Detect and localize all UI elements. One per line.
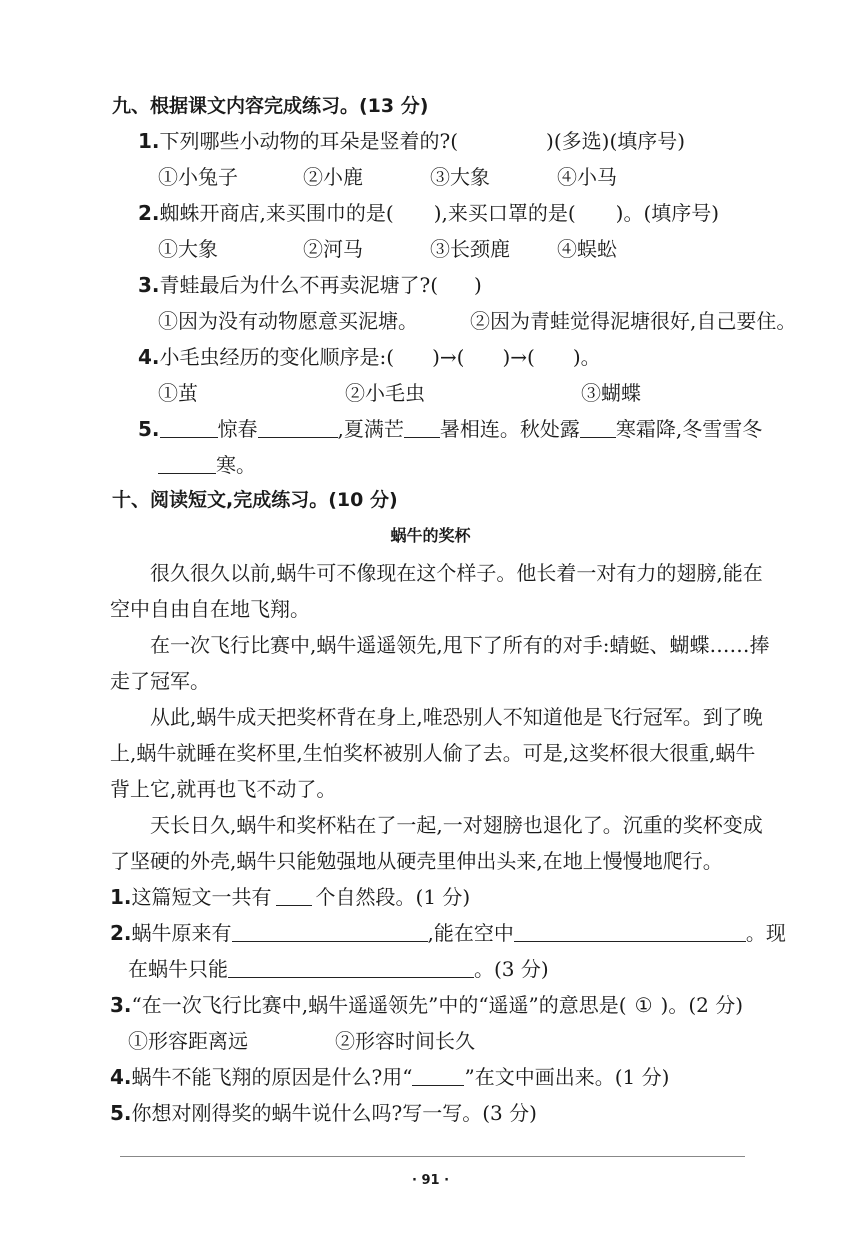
- q-number: 2.: [110, 921, 132, 945]
- q-text: ”在文中画出来。(1 分): [464, 1065, 670, 1089]
- passage-line: 在一次飞行比赛中,蜗牛遥遥领先,甩下了所有的对手:蜻蜓、蝴蝶……捧: [150, 633, 770, 657]
- q-text: )。(2 分): [660, 993, 744, 1017]
- q-text: 你想对刚得奖的蜗牛说什么吗?写一写。(3 分): [131, 1101, 537, 1125]
- option: ②因为青蛙觉得泥塘很好,自己要住。: [470, 309, 797, 333]
- question-9-1: [138, 128, 685, 154]
- question-10-5: [110, 1100, 537, 1126]
- q-text: 蜗牛原来有: [131, 921, 232, 945]
- fill-blank[interactable]: [232, 921, 428, 942]
- q-text: ,夏满芒: [337, 417, 404, 441]
- q-text: 在蜗牛只能: [128, 957, 228, 981]
- q-text: 蜗牛不能飞翔的原因是什么?用“: [131, 1065, 413, 1089]
- option: ②形容时间长久: [335, 1029, 475, 1053]
- q-text: 惊春: [217, 417, 258, 441]
- option: ①小兔子: [158, 165, 238, 189]
- passage-line: 背上它,就再也飞不动了。: [110, 777, 337, 801]
- q-number: 3.: [110, 993, 132, 1017]
- q-number: 4.: [138, 345, 160, 369]
- question-10-4: [110, 1064, 669, 1090]
- question-9-2: [138, 200, 719, 226]
- question-10-3: [110, 992, 743, 1018]
- question-9-5: [138, 416, 762, 442]
- option: ①茧: [158, 381, 198, 405]
- q-text: 。(3 分): [474, 957, 549, 981]
- q-text: ),来买口罩的是(: [433, 201, 576, 225]
- q-text: 个自然段。(1 分): [315, 885, 471, 909]
- q-number: 4.: [110, 1065, 132, 1089]
- option: ③长颈鹿: [430, 237, 510, 261]
- fill-blank[interactable]: [160, 417, 218, 438]
- passage-title: 蜗牛的奖杯: [390, 526, 471, 545]
- question-9-3: [138, 272, 482, 298]
- option: ②河马: [303, 237, 363, 261]
- section-10-heading: 十、阅读短文,完成练习。(10 分): [112, 489, 398, 511]
- underline-sample: [412, 1065, 464, 1086]
- q-number: 1.: [138, 129, 160, 153]
- section-9-heading: 九、根据课文内容完成练习。(13 分): [112, 95, 429, 117]
- q-text: 下列哪些小动物的耳朵是竖着的?(: [159, 129, 459, 153]
- option: ④小马: [557, 165, 617, 189]
- option: ②小毛虫: [345, 381, 425, 405]
- q-number: 1.: [110, 885, 132, 909]
- fill-blank[interactable]: [228, 957, 474, 978]
- passage-line: 空中自由自在地飞翔。: [110, 597, 310, 621]
- option: ①大象: [158, 237, 218, 261]
- page-number: · 91 ·: [411, 1173, 450, 1188]
- passage-line: 很久很久以前,蜗牛可不像现在这个样子。他长着一对有力的翅膀,能在: [150, 561, 763, 585]
- q-text: ,能在空中: [427, 921, 514, 945]
- option: ③大象: [430, 165, 490, 189]
- q-text: “在一次飞行比赛中,蜗牛遥遥领先”中的“遥遥”的意思是(: [131, 993, 627, 1017]
- option: ①形容距离远: [128, 1029, 248, 1053]
- question-9-5-cont: [158, 452, 256, 478]
- fill-blank[interactable]: [258, 417, 338, 438]
- passage-line: 了坚硬的外壳,蜗牛只能勉强地从硬壳里伸出头来,在地上慢慢地爬行。: [110, 849, 723, 873]
- q-number: 5.: [138, 417, 160, 441]
- footer-divider: [120, 1156, 745, 1157]
- q-text: )。(填序号): [615, 201, 720, 225]
- q-text: 小毛虫经历的变化顺序是:(: [159, 345, 395, 369]
- q-text: ): [474, 273, 482, 297]
- q-text: 寒。: [216, 453, 256, 477]
- passage-line: 上,蜗牛就睡在奖杯里,生怕奖杯被别人偷了去。可是,这奖杯很大很重,蜗牛: [110, 741, 756, 765]
- question-10-2: [110, 920, 786, 946]
- filled-answer: ①: [634, 993, 653, 1017]
- passage-line: 走了冠军。: [110, 669, 210, 693]
- q-number: 2.: [138, 201, 160, 225]
- q-text: 这篇短文一共有: [131, 885, 272, 909]
- passage-line: 从此,蜗牛成天把奖杯背在身上,唯恐别人不知道他是飞行冠军。到了晚: [150, 705, 763, 729]
- passage-line: 天长日久,蜗牛和奖杯粘在了一起,一对翅膀也退化了。沉重的奖杯变成: [150, 813, 763, 837]
- q-text: 。现: [745, 921, 786, 945]
- q-text: 蜘蛛开商店,来买围巾的是(: [159, 201, 394, 225]
- option: ④蜈蚣: [557, 237, 617, 261]
- fill-blank[interactable]: [580, 417, 616, 438]
- q-number: 3.: [138, 273, 160, 297]
- q-text: 暑相连。秋处露: [439, 417, 580, 441]
- question-10-2-cont: [128, 956, 549, 982]
- option: ③蝴蝶: [581, 381, 641, 405]
- option: ②小鹿: [303, 165, 363, 189]
- option: ①因为没有动物愿意买泥塘。: [158, 309, 418, 333]
- q-text: 青蛙最后为什么不再卖泥塘了?(: [159, 273, 439, 297]
- q-text: )→(: [432, 345, 465, 369]
- q-text: )→(: [502, 345, 535, 369]
- fill-blank[interactable]: [158, 453, 216, 474]
- q-number: 5.: [110, 1101, 132, 1125]
- question-9-4: [138, 344, 601, 370]
- q-text: )(多选)(填序号): [546, 129, 686, 153]
- fill-blank[interactable]: [276, 885, 312, 906]
- fill-blank[interactable]: [514, 921, 746, 942]
- question-10-1: [110, 884, 470, 910]
- q-text: 寒霜降,冬雪雪冬: [615, 417, 763, 441]
- fill-blank[interactable]: [404, 417, 440, 438]
- q-text: )。: [572, 345, 601, 369]
